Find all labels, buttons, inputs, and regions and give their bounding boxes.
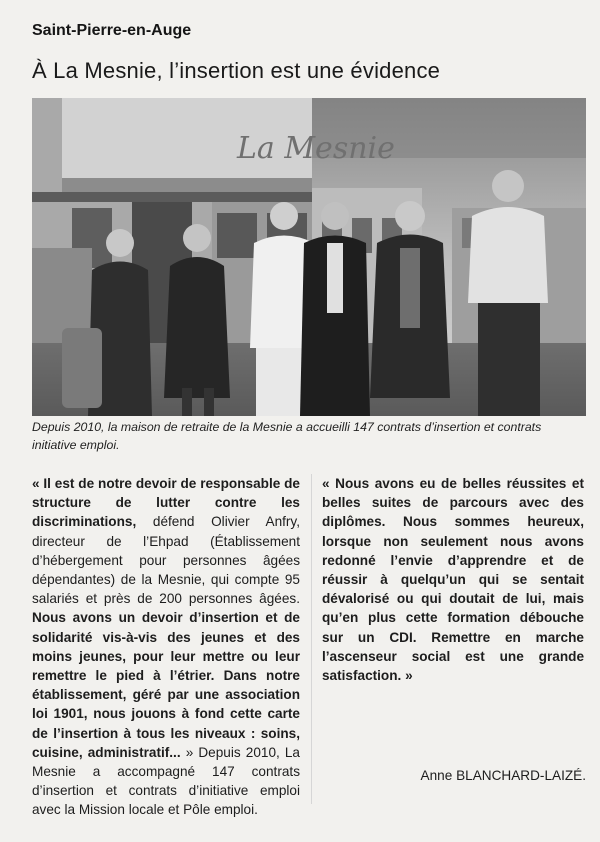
article-column-right [322,474,584,685]
column-divider [311,474,312,804]
closing-quote: « Nous avons eu de belles réussites et belles suites de parcours avec des diplômes. Nous sommes heureux, lorsque non seulement nous avons redonné l’envie d’apprendre et de réussir à quelqu’un qui se sentait dévalorisé ou qui doutait de lui, mais qu’en plus cette formation débouche sur un CDI. Remettre en marche l’ascenseur social est une grande satisfaction. » [322,476,584,684]
building-sign: La Mesnie [237,131,395,166]
quote-continued: Nous avons un devoir d’insertion et de solidarité vis-à-vis des jeunes et des moins jeunes, pour leur mettre ou leur remettre le pied à l’étrier. Dans notre établissement, géré par une association loi 1901, nous jouons à fond cette carte de l’insertion à tous les niveaux : soins, cuisine, administratif... [32,610,300,760]
quote-opening: « Il est de notre devoir de responsable de structure de lutter contre les discriminations, [32,476,300,530]
photo-scene [32,98,586,416]
author-signature: Anne BLANCHARD-LAIZÉ. [420,768,586,783]
photo-caption: Depuis 2010, la maison de retraite de la Mesnie a accueilli 147 contrats d’insertion et contrats initiative emploi. [32,420,542,452]
body-text: défend Olivier Anfry, directeur de l’Ehpad (Établissement d’hébergement pour personnes âgées dépendantes) de la Mesnie, qui compte 95 salariés et près de 200 personnes âgées. [32,514,300,607]
article-photo [32,98,586,416]
section-label: Saint-Pierre-en-Auge [32,22,192,39]
body-text-end: » Depuis 2010, La Mesnie a accompagné 147 contrats d’insertion et contrats d’initiative emploi avec la Mission locale et Pôle emploi. [32,744,300,818]
headline: À La Mesnie, l’insertion est une évidence [32,58,441,83]
left-paragraph [32,474,300,820]
article-column-left [32,474,300,820]
right-paragraph [322,474,584,685]
